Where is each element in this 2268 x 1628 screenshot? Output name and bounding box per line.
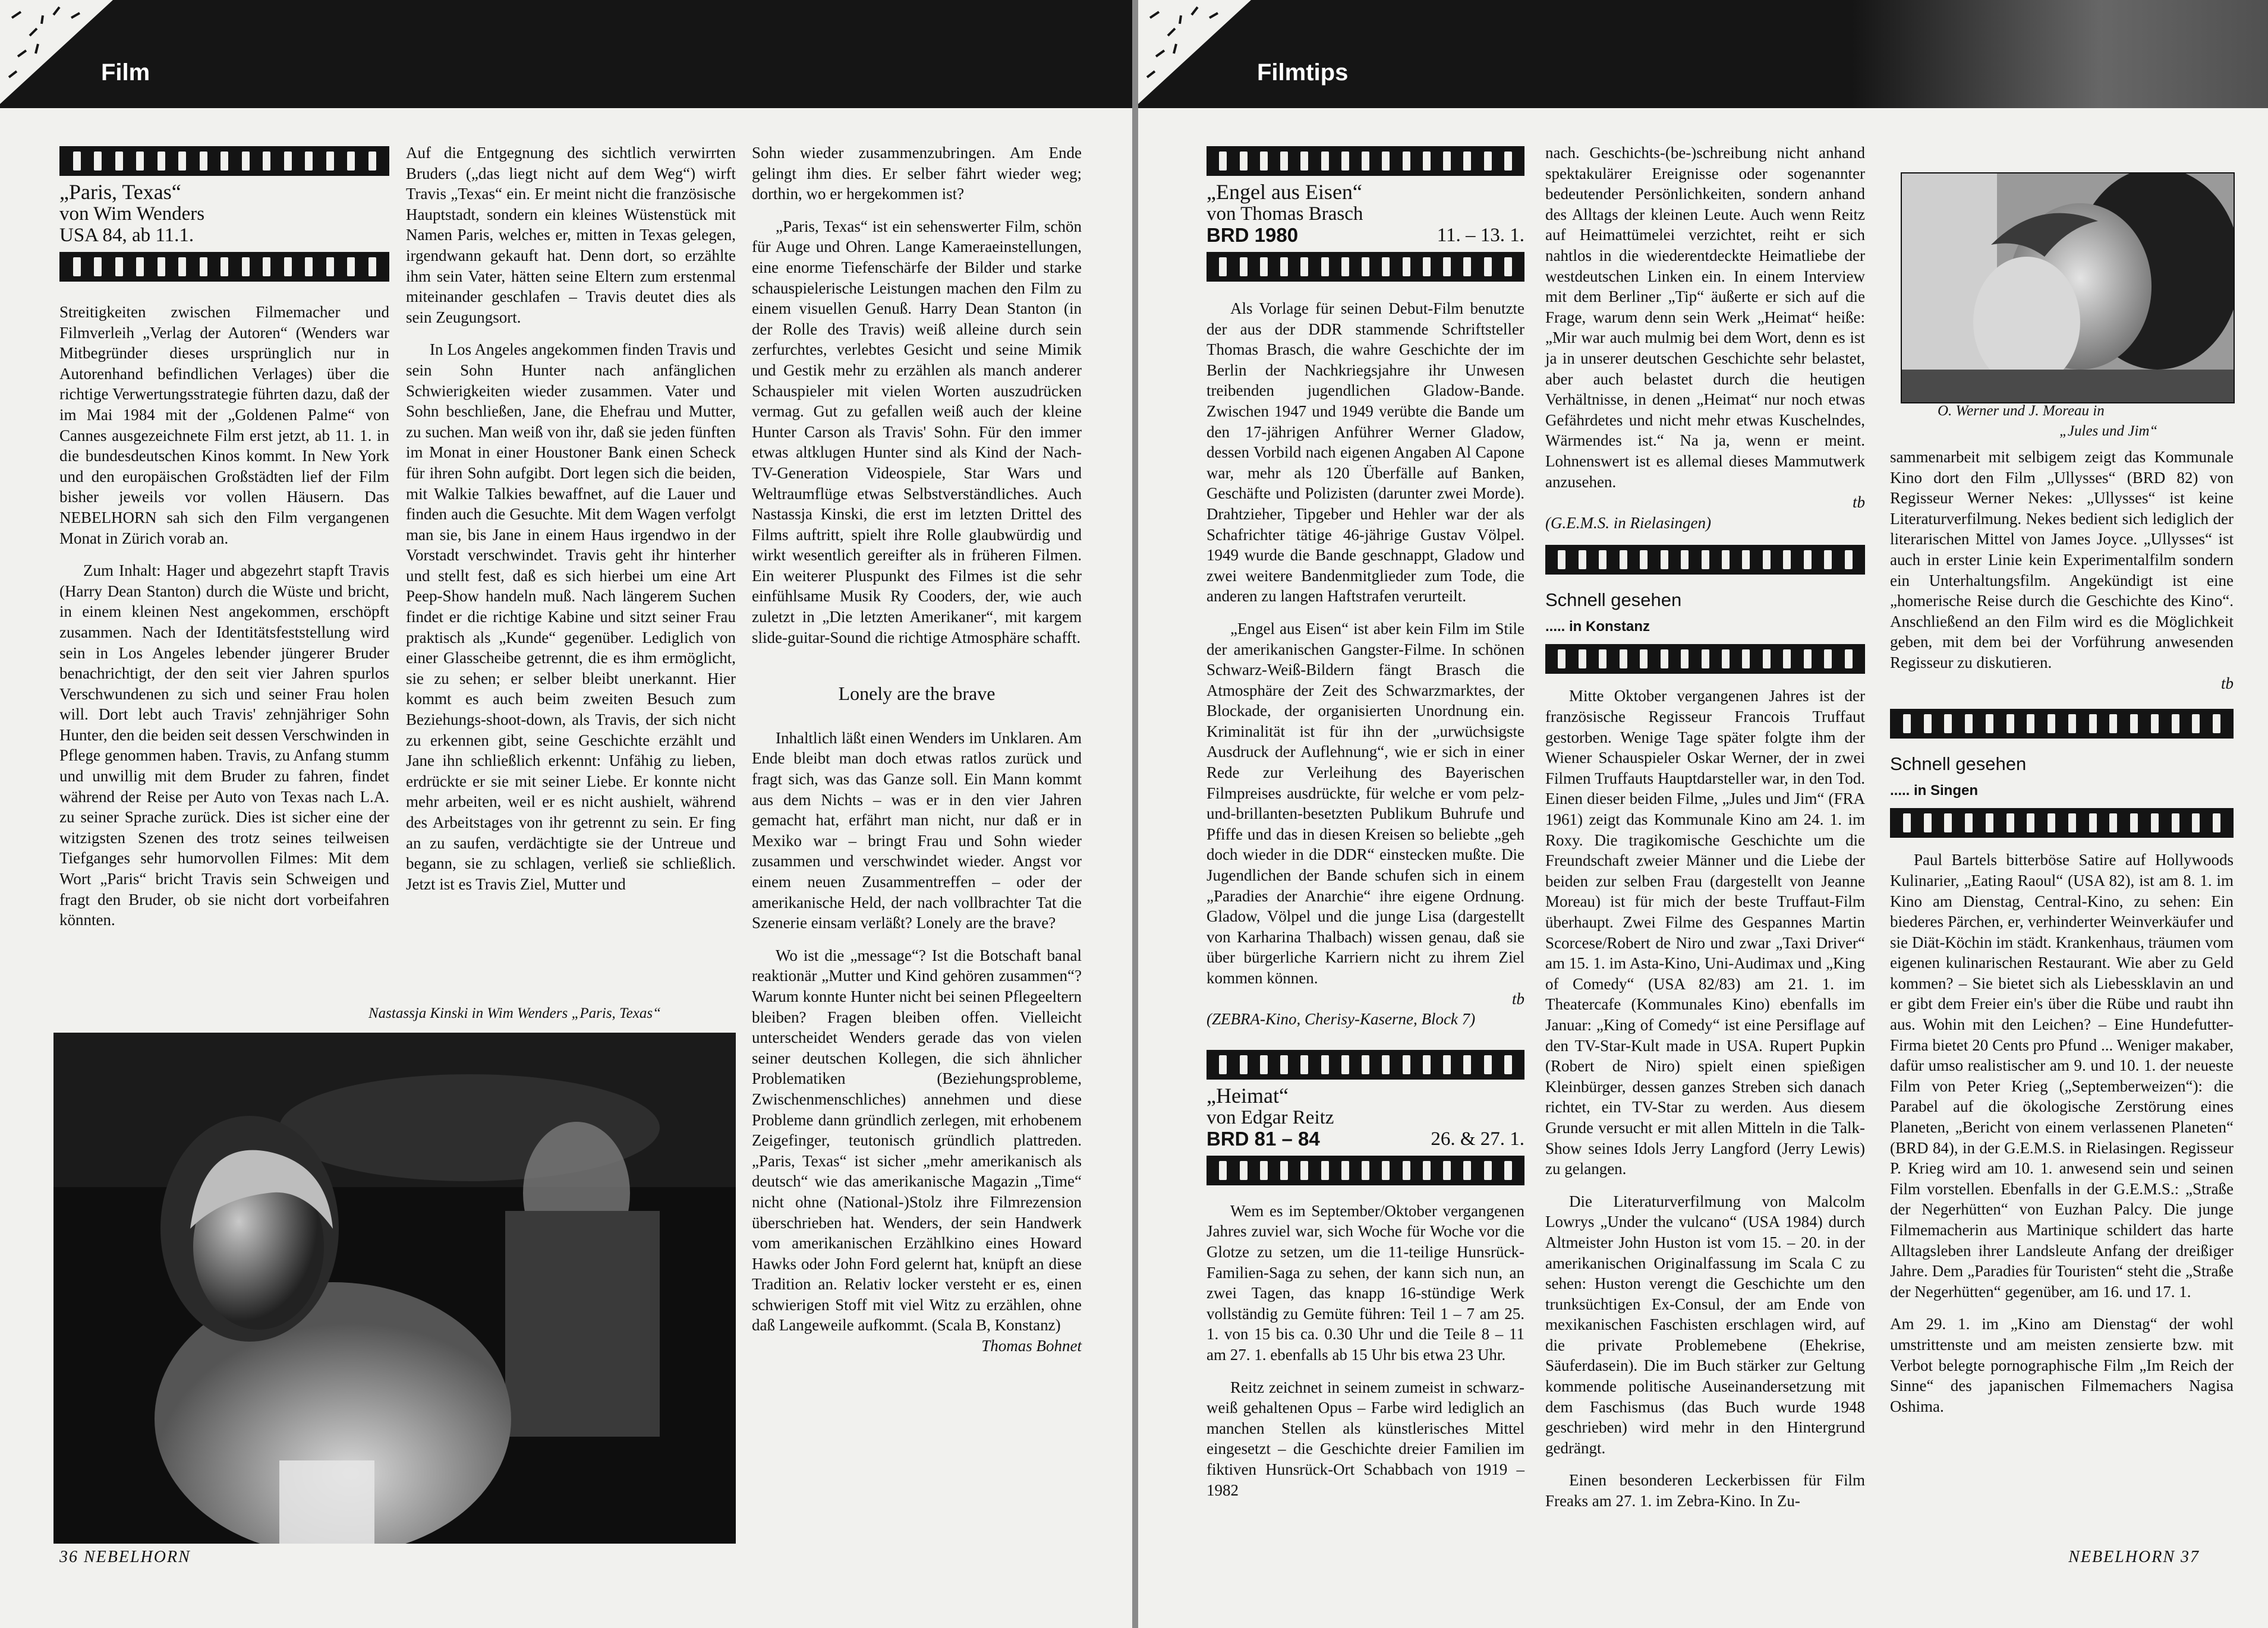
film-strip-hole [1944, 813, 1952, 832]
film-strip-hole [1240, 1161, 1248, 1180]
film-strip-divider [1207, 1050, 1524, 1080]
heimat-dates: 26. & 27. 1. [1431, 1128, 1524, 1150]
left-page [0, 0, 1132, 1628]
film-strip-hole [1240, 152, 1248, 171]
film-strip-hole [1362, 257, 1369, 276]
heimat-country: BRD 81 – 84 [1207, 1127, 1320, 1150]
film-strip-hole [1240, 1055, 1248, 1074]
film-strip-hole [2089, 714, 2097, 733]
film-strip-hole [1443, 1055, 1451, 1074]
film-strip-hole [2151, 813, 2159, 832]
left-column-1 [59, 143, 389, 930]
film-strip-hole [1640, 550, 1648, 569]
film-strip-hole [347, 152, 355, 171]
film-strip-hole [1944, 714, 1952, 733]
film-strip-hole [1300, 1055, 1308, 1074]
film-strip-hole [1219, 1161, 1227, 1180]
film-strip-divider [1207, 252, 1524, 282]
konstanz-subheading: ..... in Konstanz [1545, 618, 1650, 635]
film-strip-hole [1362, 1161, 1369, 1180]
article-paragraph: „Paris, Texas“ ist ein sehenswerter Film, schön für Auge und Ohren. Lange Kameraeinstellungen, eine enorme Tiefenschärfe der Bilder und starke schauspielerische Leistungen machen den Film zu einem visuellen Genuß. Harry Dean Stanton (in der Rolle des Travis) weiß alleine durch sein zerfurchtes, verlebtes Gesicht und seine Mimik und Gestik mehr zu erzählen als manch anderer Schauspieler mit vielen Worten auszudrücken vermag. Gut zu gefallen weiß auch der kleine Hunter Carson als Travis' Sohn. Für den immer etwas altklugen Hunter sind als Kind der Nach-TV-Generation Videospiele, Star Wars und Weltraumflüge etwas Selbstverständliches. Auch Nastassja Kinski, die erst im letzten Drittel des Films auftritt, spielt ihre Rolle glaubwürdig und wirkt wesentlich gereifter als in früheren Filmen. Ein weiterer Pluspunkt des Filmes ist die sehr einfühlsame Musik Ry Cooders, der, wie auch zuletzt in „Die letzten Amerikaner“, mit kargem slide-guitar-Sound die richtige Atmosphäre schafft. [752, 217, 1082, 646]
film-strip-hole [1443, 257, 1451, 276]
film-strip-hole [1504, 1055, 1512, 1074]
film-strip-hole [1484, 1161, 1492, 1180]
film-strip-hole [73, 257, 81, 276]
header-scan-haze [1852, 0, 2268, 108]
film-strip-hole [1722, 649, 1730, 668]
film-strip-hole [1620, 550, 1627, 569]
article-title: „Paris, Texas“ [59, 180, 181, 204]
heimat-title: „Heimat“ [1207, 1083, 1289, 1108]
corner-triangle-graphic [0, 0, 125, 108]
photo-jules-und-jim [1901, 172, 2235, 403]
film-strip-hole [1965, 714, 1973, 733]
heimat-signature: tb [1852, 493, 1865, 512]
konstanz-paragraph: Mitte Oktober vergangenen Jahres ist der französische Regisseur Francois Truffaut gestorben. Wenige Tage später folgte ihm der Wiener Schauspieler Oskar Werner, der in zwei Filmen Truffauts Hauptdarsteller war, in den Tod. Einen dieser beiden Filme, „Jules und Jim“ (FRA 1961) zeigt das Kommunale Kino am 24. 1. im Roxy. Die tragikomische Geschichte um die Freundschaft zweier Männer und die Liebe der beiden zur selben Frau (dargestellt von Jeanne Moreau) ist für mich der beste Truffaut-Film überhaupt. Zwei Filme des Gespannes Martin Scorcese/Robert de Niro und zwar „Taxi Driver“ am 15. 1. im Asta-Kino, Uni-Audimax und „King of Comedy“ (USA 82/83) am 21. 1. im Theatercafe (Kommunales Kino) ebenfalls im Januar: „King of Comedy“ ist eine Persiflage auf den TV-Star-Kult made in USA. Rupert Pupkin (Robert de Niro) spielt einen spießigen Kleinbürger, dessen ganzes Streben sich danach richtet, ein TV-Star zu werden. Aus diesem Grunde versucht er mit allen Mitteln in die Talk-Show seines Idols Jerry Langford (Jerry Lewis) zu gelangen. [1545, 687, 1865, 1178]
film-strip-hole [1783, 550, 1791, 569]
singen-paragraph: Am 29. 1. im „Kino am Dienstag“ der wohl umstrittenste und am meisten zensierte bzw. mit Verbot belegte pornographische Film „Im Reich der Sinne“ des japanischen Filmemachers Nagisa Oshima. [1890, 1315, 2234, 1415]
article-country-date: USA 84, ab 11.1. [59, 225, 194, 246]
page-footer: 36 NEBELHORN [59, 1548, 191, 1566]
film-strip-hole [136, 257, 144, 276]
engel-dates: 11. – 13. 1. [1437, 225, 1524, 246]
singen-subheading: ..... in Singen [1890, 782, 1979, 799]
film-strip-hole [1484, 152, 1492, 171]
film-strip-hole [1382, 257, 1390, 276]
film-strip-hole [2068, 813, 2076, 832]
film-strip-hole [1804, 649, 1812, 668]
film-strip-hole [1362, 152, 1369, 171]
film-strip-hole [158, 152, 165, 171]
film-strip-hole [2192, 813, 2200, 832]
article-paragraph: Wo ist die „message“? Ist die Botschaft banal reaktionär „Mutter und Kind gehören zusammen“? Warum konnte Hunter nicht bei seinen Pflegeeltern bleiben? Fragen bleiben offen. Vielleicht unterscheidet Wenders gerade das von vielen seiner deutschen Kollegen, die sich ähnlicher Problematiken (Beziehungsprobleme, Zwischenmenschliches) annehmen und diese Probleme dann gründlich zerlegen, mit erhobenem Zeigefinger, teutonisch gründlich plattreden. „Paris, Texas“ ist sicher „mehr amerikanisch als deutsch“ wie das amerikanische Magazin „Time“ nicht ohne (National-)Stolz ihre Filmrezension überschrieben hat. Wenders, der sein Handwerk vom amerikanischen Erzählkino eines Howard Hawks oder John Ford gelernt hat, knüpft an diese Tradition an. Relativ locker versteht er es, einen schwierigen Stoff mit viel Witz zu erzählen, ohne daß Langeweile aufkommt. (Scala B, Konstanz) [752, 946, 1082, 1334]
article-paragraph: In Los Angeles angekommen finden Travis und sein Sohn Hunter nach anfänglichen Schwierigkeiten wieder zusammen. Vater und Sohn beschließen, Jane, die Ehefrau und Mutter, zu suchen. Man weiß von ihr, daß sie jeden fünften im Monat in einer Houstoner Bank einen Scheck für ihren Sohn aufgibt. Dort legen sich die beiden, mit Walkie Talkies bewaffnet, auf die Lauer und finden auch die Gesuchte. Mit dem Wagen verfolgt man sie, bis Jane in einem Haus irgendwo in der Vorstadt verschwindet. Travis geht ihr hinterher und stellt fest, daß es sich hierbei um eine Art Peep-Show handeln muß. Nach längerem Suchen findet er die richtige Kabine und sitzt seiner Frau praktisch als „Kunde“ gegenüber. Lediglich von einer Glasscheibe getrennt, die es ihm ermöglicht, sie zu sehen; er selber bleibt unerkannt. Hier kommt es auch beim zweiten Besuch zum Beziehungs-shoot-down, als Travis, der sich nicht zu erkennen gibt, seine Geschichte erzählt und Jane ihn schließlich erkennt: Unfähig zu lieben, erdrückte er sie mit seiner Liebe. Er konnte nicht mehr arbeiten, weil er es nicht aushielt, während des Arbeitstages von ihr getrennt zu sein. Er fing an zu saufen, verdächtigte sie der Untreue und begann, sie zu schlagen, verließ sie schließlich. Jetzt ist es Travis Ziel, Mutter und [406, 340, 736, 893]
film-strip-hole [368, 152, 376, 171]
film-strip-hole [1484, 1055, 1492, 1074]
film-strip-divider [1890, 808, 2234, 838]
film-strip-hole [136, 152, 144, 171]
film-strip-hole [1558, 649, 1565, 668]
page-footer: NEBELHORN 37 [2068, 1548, 2200, 1566]
film-strip-hole [1260, 1161, 1268, 1180]
right-column-3 [1890, 447, 2234, 1416]
photo-caption: Nastassja Kinski in Wim Wenders „Paris, Texas“ [368, 1005, 661, 1021]
film-strip-hole [220, 152, 228, 171]
film-strip-hole [1260, 1055, 1268, 1074]
film-strip-hole [2172, 813, 2179, 832]
film-strip-hole [1219, 152, 1227, 171]
film-strip-hole [178, 152, 186, 171]
film-strip-hole [305, 257, 313, 276]
film-strip-hole [1804, 550, 1812, 569]
article-paragraph: Inhaltlich läßt einen Wenders im Unklaren. Am Ende bleibt man doch etwas ratlos zurück und fragt sich, was das Ganze soll. Ein Mann kommt aus dem Nichts – was er in den vier Jahren gemacht hat, erfährt man nicht, nur daß er in Mexiko war – bringt Frau und Sohn wieder zusammen und verschwindet wieder. Angst vor einem neuen Zusammentreffen – oder der amerikanische Held, der nach vollbrachter Tat die Szenerie einsam verläßt? Lonely are the brave? [752, 728, 1082, 932]
film-strip-hole [1423, 1161, 1431, 1180]
film-strip-hole [1579, 649, 1586, 668]
photo-paris-texas [53, 1033, 736, 1544]
film-strip-hole [1579, 550, 1586, 569]
film-strip-hole [1341, 152, 1349, 171]
engel-paragraph: „Engel aus Eisen“ ist aber kein Film im Stile der amerikanischen Gangster-Filme. In schönen Schwarz-Weiß-Bildern fängt Brasch die Atmosphäre der Zeit des Schwarzmarktes, der Blockade, der organisierten Unordnung ein. Kriminalität ist für ihn der „urwüchsigste Ausdruck der Auflehnung“, wie er sich in einer Rede zur Verleihung des Bayerischen Filmpreises ausdrückte, für welche er vom pelz-und-brillanten-besetzten Publikum Buhrufe und Pfiffe und das in diesen Kreisen so beliebte „geh doch wieder in die DDR“ einstecken mußte. Die Jugendlichen der Bande schufen sich in einem „Paradies der Anarchie“ ihre eigene Ordnung. Gladow, Völpel und die junge Lisa (dargestellt von Karharina Thalbach) wissen genau, daß sie über bürgerliche Karriern nicht zu ihrem Ziel kommen können. [1207, 619, 1524, 987]
film-strip-hole [1640, 649, 1648, 668]
film-strip-hole [1824, 550, 1832, 569]
film-strip-hole [1463, 1055, 1471, 1074]
film-strip-hole [1443, 152, 1451, 171]
film-strip-hole [326, 152, 334, 171]
film-strip-hole [284, 152, 292, 171]
film-strip-hole [1903, 714, 1911, 733]
film-strip-divider [1207, 1156, 1524, 1185]
film-strip-hole [1463, 152, 1471, 171]
film-strip-hole [158, 257, 165, 276]
film-strip-hole [1443, 1161, 1451, 1180]
film-strip-hole [347, 257, 355, 276]
film-strip-hole [1219, 257, 1227, 276]
film-strip-hole [1783, 649, 1791, 668]
film-strip-hole [1620, 649, 1627, 668]
film-strip-hole [178, 257, 186, 276]
left-column-2 [406, 143, 736, 894]
heimat-paragraph: Wem es im September/Oktober vergangenen Jahres zuviel war, sich Woche für Woche vor die Glotze zu setzen, um die 11-teilige Hunsrück-Familien-Saga zu sehen, der kann sich nun, an zwei Tagen, das knapp 16-stündige Werk vollständig zu Gemüte führen: Teil 1 – 7 am 25. 1. von 15 bis ca. 0.30 Uhr und die Teile 8 – 11 am 27. 1. ebenfalls ab 15 Uhr bis etwa 23 Uhr. [1207, 1201, 1524, 1364]
film-strip-hole [1681, 649, 1689, 668]
film-strip-hole [94, 257, 102, 276]
film-strip-hole [2068, 714, 2076, 733]
article-subhead: Lonely are the brave [838, 683, 996, 705]
film-strip-hole [2027, 813, 2034, 832]
film-strip-hole [1341, 1055, 1349, 1074]
film-strip-hole [1300, 152, 1308, 171]
film-strip-hole [1681, 550, 1689, 569]
film-strip-divider [1545, 545, 1865, 575]
article-paragraph: Sohn wieder zusammenzubringen. Am Ende gelingt ihm dies. Er selber fährt wieder weg; dorthin, wo er hergekommen ist? [752, 144, 1082, 203]
film-strip-hole [1463, 1161, 1471, 1180]
film-strip-hole [1845, 550, 1853, 569]
film-strip-hole [326, 257, 334, 276]
film-strip-hole [1321, 257, 1329, 276]
engel-venue: (ZEBRA-Kino, Cherisy-Kaserne, Block 7) [1207, 1010, 1476, 1028]
film-strip-hole [368, 257, 376, 276]
film-strip-hole [1986, 813, 1993, 832]
film-strip-hole [2048, 813, 2055, 832]
film-strip-hole [2192, 714, 2200, 733]
film-strip-hole [1321, 1055, 1329, 1074]
film-strip-hole [1661, 649, 1668, 668]
film-strip-hole [1280, 152, 1288, 171]
right-column-2 [1545, 143, 1865, 1512]
left-column-3 [752, 143, 1082, 1356]
photo-caption-line-2: „Jules und Jim“ [2059, 423, 2158, 439]
film-strip-hole [200, 257, 207, 276]
film-strip-hole [1403, 1161, 1410, 1180]
film-strip-hole [1240, 257, 1248, 276]
heimat-paragraph: Reitz zeichnet in seinem zumeist in schwarz-weiß gehaltenen Opus – Farbe wird lediglich an manchen Stellen als künstlerisches Mittel eingesetzt – die Geschichte dreier Familien im fiktiven Hunsrück-Ort Schabbach von 1919 – 1982 [1207, 1378, 1524, 1499]
section-label: Filmtips [1257, 59, 1349, 86]
film-strip-hole [2213, 714, 2220, 733]
film-strip-hole [1403, 1055, 1410, 1074]
ullysses-signature: tb [2220, 674, 2234, 692]
article-header [59, 181, 389, 246]
article-byline: Thomas Bohnet [981, 1337, 1082, 1355]
film-strip-hole [1280, 1055, 1288, 1074]
right-column-1 [1207, 143, 1524, 1500]
film-strip-hole [2172, 714, 2179, 733]
film-strip-hole [2109, 813, 2117, 832]
engel-director: von Thomas Brasch [1207, 203, 1363, 225]
film-strip-divider [1890, 709, 2234, 739]
film-strip-hole [2048, 714, 2055, 733]
photo-caption-line-1: O. Werner und J. Moreau in [1938, 403, 2105, 419]
film-strip-hole [1362, 1055, 1369, 1074]
film-strip-hole [220, 257, 228, 276]
heimat-meta-row [1207, 1128, 1524, 1150]
film-strip-hole [263, 152, 270, 171]
film-strip-hole [1463, 257, 1471, 276]
film-strip-hole [115, 152, 123, 171]
film-strip-hole [2006, 714, 2014, 733]
film-strip-hole [242, 152, 250, 171]
film-strip-hole [2109, 714, 2117, 733]
film-strip-hole [1986, 714, 1993, 733]
film-strip-hole [242, 257, 250, 276]
engel-header [1207, 181, 1524, 246]
film-strip-hole [2151, 714, 2159, 733]
film-strip-hole [2089, 813, 2097, 832]
film-strip-hole [2027, 714, 2034, 733]
film-strip-hole [2130, 714, 2138, 733]
engel-paragraph: Als Vorlage für seinen Debut-Film benutzte der aus der DDR stammende Schriftsteller Thomas Brasch, die wahre Geschichte der im Berlin der Nachkriegsjahre ihr Unwesen treibenden jugendlichen Gladow-Bande. Zwischen 1947 und 1949 verübte die Bande um den 17-jährigen Anführer Werner Gladow, dessen Vorbild nach eigenen Angaben Al Capone war, mehr als 120 Überfälle auf Banken, Geschäfte und Polizisten (darunter zwei Morde). Drahtzieher, Tipgeber und Hehler war der als Schafrichter tätige 46-jährige Gustav Völpel. 1949 wurde die Bande geschnappt, Gladow und zwei weitere Bandenmitglieder zum Tode, die anderen zu langen Haftstrafen verurteilt. [1207, 299, 1524, 605]
film-strip-hole [1341, 1161, 1349, 1180]
film-strip-hole [94, 152, 102, 171]
page-header-band [1138, 0, 2268, 108]
right-page [1138, 0, 2268, 1628]
film-strip-hole [1423, 1055, 1431, 1074]
page-gutter [1132, 0, 1138, 1628]
engel-country: BRD 1980 [1207, 224, 1299, 246]
film-strip-hole [1382, 152, 1390, 171]
film-strip-divider [1207, 146, 1524, 176]
heimat-venue: (G.E.M.S. in Rielasingen) [1545, 513, 1711, 532]
film-strip-hole [1742, 550, 1750, 569]
article-paragraph: Zum Inhalt: Hager und abgezehrt stapft Travis (Harry Dean Stanton) durch die Wüste und bricht, in einem kleinen Nest angekommen, erschöpft zusammen. Nach der Identitätsfeststellung wird sein in Los Angeles lebender jüngerer Bruder benachrichtigt, der den seit vier Jahren spurlos Verschwundenen zu sich und seiner Frau holen will. Dort lebt auch Travis' zehnjähriger Sohn Hunter, den die beiden seit dessen Verschwinden in Pflege genommen haben. Travis, zu Anfang stumm und unwillig mit dem Bruder zu fahren, findet während der Reise per Auto von Texas nach L.A. zu seiner Sprache zurück. Dies ist sicher eine der witzigsten Szenen des trotz seines teilweisen Tiefganges sehr humorvollen Filmes: Mit dem Wort „Paris“ bricht Travis sein Schweigen und fragt den Bruder, ob sie nicht dort vorbeifahren könnten. [59, 561, 389, 929]
film-strip-hole [2006, 813, 2014, 832]
film-strip-hole [200, 152, 207, 171]
film-strip-hole [1504, 1161, 1512, 1180]
film-strip-hole [1722, 550, 1730, 569]
film-strip-hole [1280, 257, 1288, 276]
film-strip-hole [1599, 649, 1606, 668]
film-strip-hole [1403, 152, 1410, 171]
film-strip-hole [284, 257, 292, 276]
konstanz-paragraph: Einen besonderen Leckerbissen für Film Freaks am 27. 1. im Zebra-Kino. In Zu- [1545, 1471, 1865, 1510]
film-strip-hole [1321, 152, 1329, 171]
film-strip-hole [1484, 257, 1492, 276]
film-strip-hole [1742, 649, 1750, 668]
section-label: Film [101, 59, 150, 86]
film-strip-hole [1504, 152, 1512, 171]
film-strip-hole [1423, 152, 1431, 171]
film-strip-hole [115, 257, 123, 276]
film-strip-hole [1341, 257, 1349, 276]
film-strip-hole [2130, 813, 2138, 832]
engel-meta-row [1207, 225, 1524, 246]
film-strip-divider [59, 252, 389, 282]
film-strip-hole [73, 152, 81, 171]
film-strip-hole [1702, 649, 1709, 668]
film-strip-hole [1423, 257, 1431, 276]
film-strip-hole [1845, 649, 1853, 668]
film-strip-hole [1702, 550, 1709, 569]
konstanz-heading: Schnell gesehen [1545, 589, 1682, 611]
film-strip-hole [263, 257, 270, 276]
heimat-paragraph: nach. Geschichts-(be-)schreibung nicht anhand spektakulärer Ereignisse oder sogenannter bedeutender Persönlichkeiten, sondern anhand des Alltags der kleinen Leute. Auch wenn Reitz auf Heimattümelei verzichtet, reiht er sich nahtlos in die wiederentdeckte Heimatliebe der westdeutschen Linken ein. In einem Interview mit dem Berliner „Tip“ äußerte er sich auf die Frage, warum denn sein Werk „Heimat“ heiße: „Mir war auch mulmig bei dem Wort, denn es ist ja in unserer deutschen Geschichte sehr belastet, aber auch belastet durch die heutigen Verhältnisse, in denen „Heimat“ nur noch etwas Gefährdetes und nicht mehr etwas Kuschelndes, Wärmendes ist.“ Na ja, wenn er meint. Lohnenswert ist es allemal dieses Mammutwerk anzusehen. [1545, 144, 1865, 491]
film-strip-divider [59, 146, 389, 176]
film-strip-hole [1661, 550, 1668, 569]
film-strip-hole [1280, 1161, 1288, 1180]
film-strip-divider [1545, 644, 1865, 674]
film-strip-hole [1382, 1161, 1390, 1180]
engel-signature: tb [1511, 989, 1524, 1008]
article-paragraph: Streitigkeiten zwischen Filmemacher und Filmverleih „Verlag der Autoren“ (Wenders war Mitbegründer dieses ursprünglich nur in Autorenhand befindlichen Verlages) über die richtige Verwertungsstrategie führten dazu, daß der im Mai 1984 mit der „Goldenen Palme“ von Cannes ausgezeichnete Film erst jetzt, ab 11. 1. in die bundesdeutschen Kinos kommt. In New York und den europäischen Großstädten lief der Film bisher jeweils vor vollen Häusern. Das NEBELHORN sah sich den Film vergangenen Monat in Zürich vorab an. [59, 303, 389, 547]
film-strip-hole [2213, 813, 2220, 832]
singen-heading: Schnell gesehen [1890, 753, 2027, 775]
film-strip-hole [1763, 550, 1771, 569]
film-strip-hole [1300, 257, 1308, 276]
film-strip-hole [1824, 649, 1832, 668]
film-strip-hole [1260, 257, 1268, 276]
film-strip-hole [1260, 152, 1268, 171]
konstanz-paragraph: Die Literaturverfilmung von Malcolm Lowrys „Under the vulcano“ (USA 1984) durch Altmeister John Huston ist vom 15. – 20. in der amerikanischen Originalfassung im Scala C zu sehen: Huston verengt die Geschichte um den trunksüchtigen Ex-Consul, der am Ende von mexikanischen Faschisten erschlagen wird, auf die private Problemebene (Ehekrise, Säuferdasein). Die im Buch stärker zur Geltung kommende politische Auseinandersetzung mit dem Faschismus (das Buch wurde 1948 geschrieben) wird mehr in den Hintergrund gedrängt. [1545, 1192, 1865, 1457]
heimat-header [1207, 1084, 1524, 1150]
film-strip-hole [1504, 257, 1512, 276]
engel-title: „Engel aus Eisen“ [1207, 180, 1362, 204]
film-strip-hole [1219, 1055, 1227, 1074]
article-paragraph: Auf die Entgegnung des sichtlich verwirrten Bruders („das liegt nicht auf dem Weg“) wirft Travis „Texas“ ein. Er meint nicht die französische Hauptstadt, sondern ein kleines Wüstenstück mit Namen Paris, welches er, mitten in Texas gelegen, irgendwann gekauft hat. Denn dort, so erzählte ihm sein Vater, hätten seine Eltern zum erstenmal miteinander geschlafen – Travis deutet dies als sein Zeugungsort. [406, 144, 736, 326]
page-header-band [0, 0, 1132, 108]
film-strip-hole [1321, 1161, 1329, 1180]
heimat-director: von Edgar Reitz [1207, 1106, 1334, 1128]
ullysses-paragraph: sammenarbeit mit selbigem zeigt das Kommunale Kino dort den Film „Ullysses“ (BRD 82) von Regisseur Werner Nekes: „Ullysses“ ist keine Literaturverfilmung. Nekes bedient sich lediglich der literarischen Mittel von James Joyce. „Ullysses“ ist auch in erster Linie kein Experimentalfilm sondern ein Unterhaltungsfilm. Angekündigt ist eine „homerische Reise durch die Geschichte des Kino“. Anschließend an den Film wird es die Möglichkeit geben, mit dem bei der Vorführung anwesenden Regisseur zu diskutieren. [1890, 448, 2234, 671]
film-strip-hole [305, 152, 313, 171]
film-strip-hole [1924, 813, 1932, 832]
film-strip-hole [1903, 813, 1911, 832]
film-strip-hole [1558, 550, 1565, 569]
film-strip-hole [1300, 1161, 1308, 1180]
corner-triangle-graphic [1138, 0, 1263, 108]
article-director: von Wim Wenders [59, 203, 205, 225]
film-strip-hole [1763, 649, 1771, 668]
film-strip-hole [1382, 1055, 1390, 1074]
film-strip-hole [1924, 714, 1932, 733]
film-strip-hole [1403, 257, 1410, 276]
film-strip-hole [1965, 813, 1973, 832]
singen-paragraph: Paul Bartels bitterböse Satire auf Hollywoods Kulinarier, „Eating Raoul“ (USA 82), ist am 8. 1. im Kino am Dienstag, Central-Kino, zu sehen: Ein biederes Pärchen, er, verhinderter Weinverkäufer und sie Diät-Köchin im städt. Krankenhaus, träumen vom eigenen kulinarischen Restaurant. Wie aber zu Geld kommen? – Sie bietet sich als Liebessklavin an und er gibt dem Freier ein's über die Rübe und raubt ihn aus. Wohin mit den Leichen? – Eine Hundefutter-Firma bietet 20 Cents pro Pfund ... Weniger makaber, dafür umso realistischer am 9. und 10. 1. der neueste Film von Peter Krieg („Septemberweizen“): die Parabel auf die ökologische Zerstörung eines Planeten, „Bericht von einem verlassenen Planeten“ (BRD 84), in der G.E.M.S. in Rielasingen. Regisseur P. Krieg wird am 10. 1. anwesend sein und seinen Film vorstellen. Ebenfalls in der G.E.M.S.: „Straße der Negerhütten“ von Euzhan Palcy. Die junge Filmemacherin aus Martinique schildert das harte Alltagsleben ihrer Landsleute Anfang der dreißiger Jahre. Dem „Paradies für Touristen“ steht die „Straße der Negerhütten“ gegenüber, am 16. und 17. 1. [1890, 851, 2234, 1301]
film-strip-hole [1599, 550, 1606, 569]
